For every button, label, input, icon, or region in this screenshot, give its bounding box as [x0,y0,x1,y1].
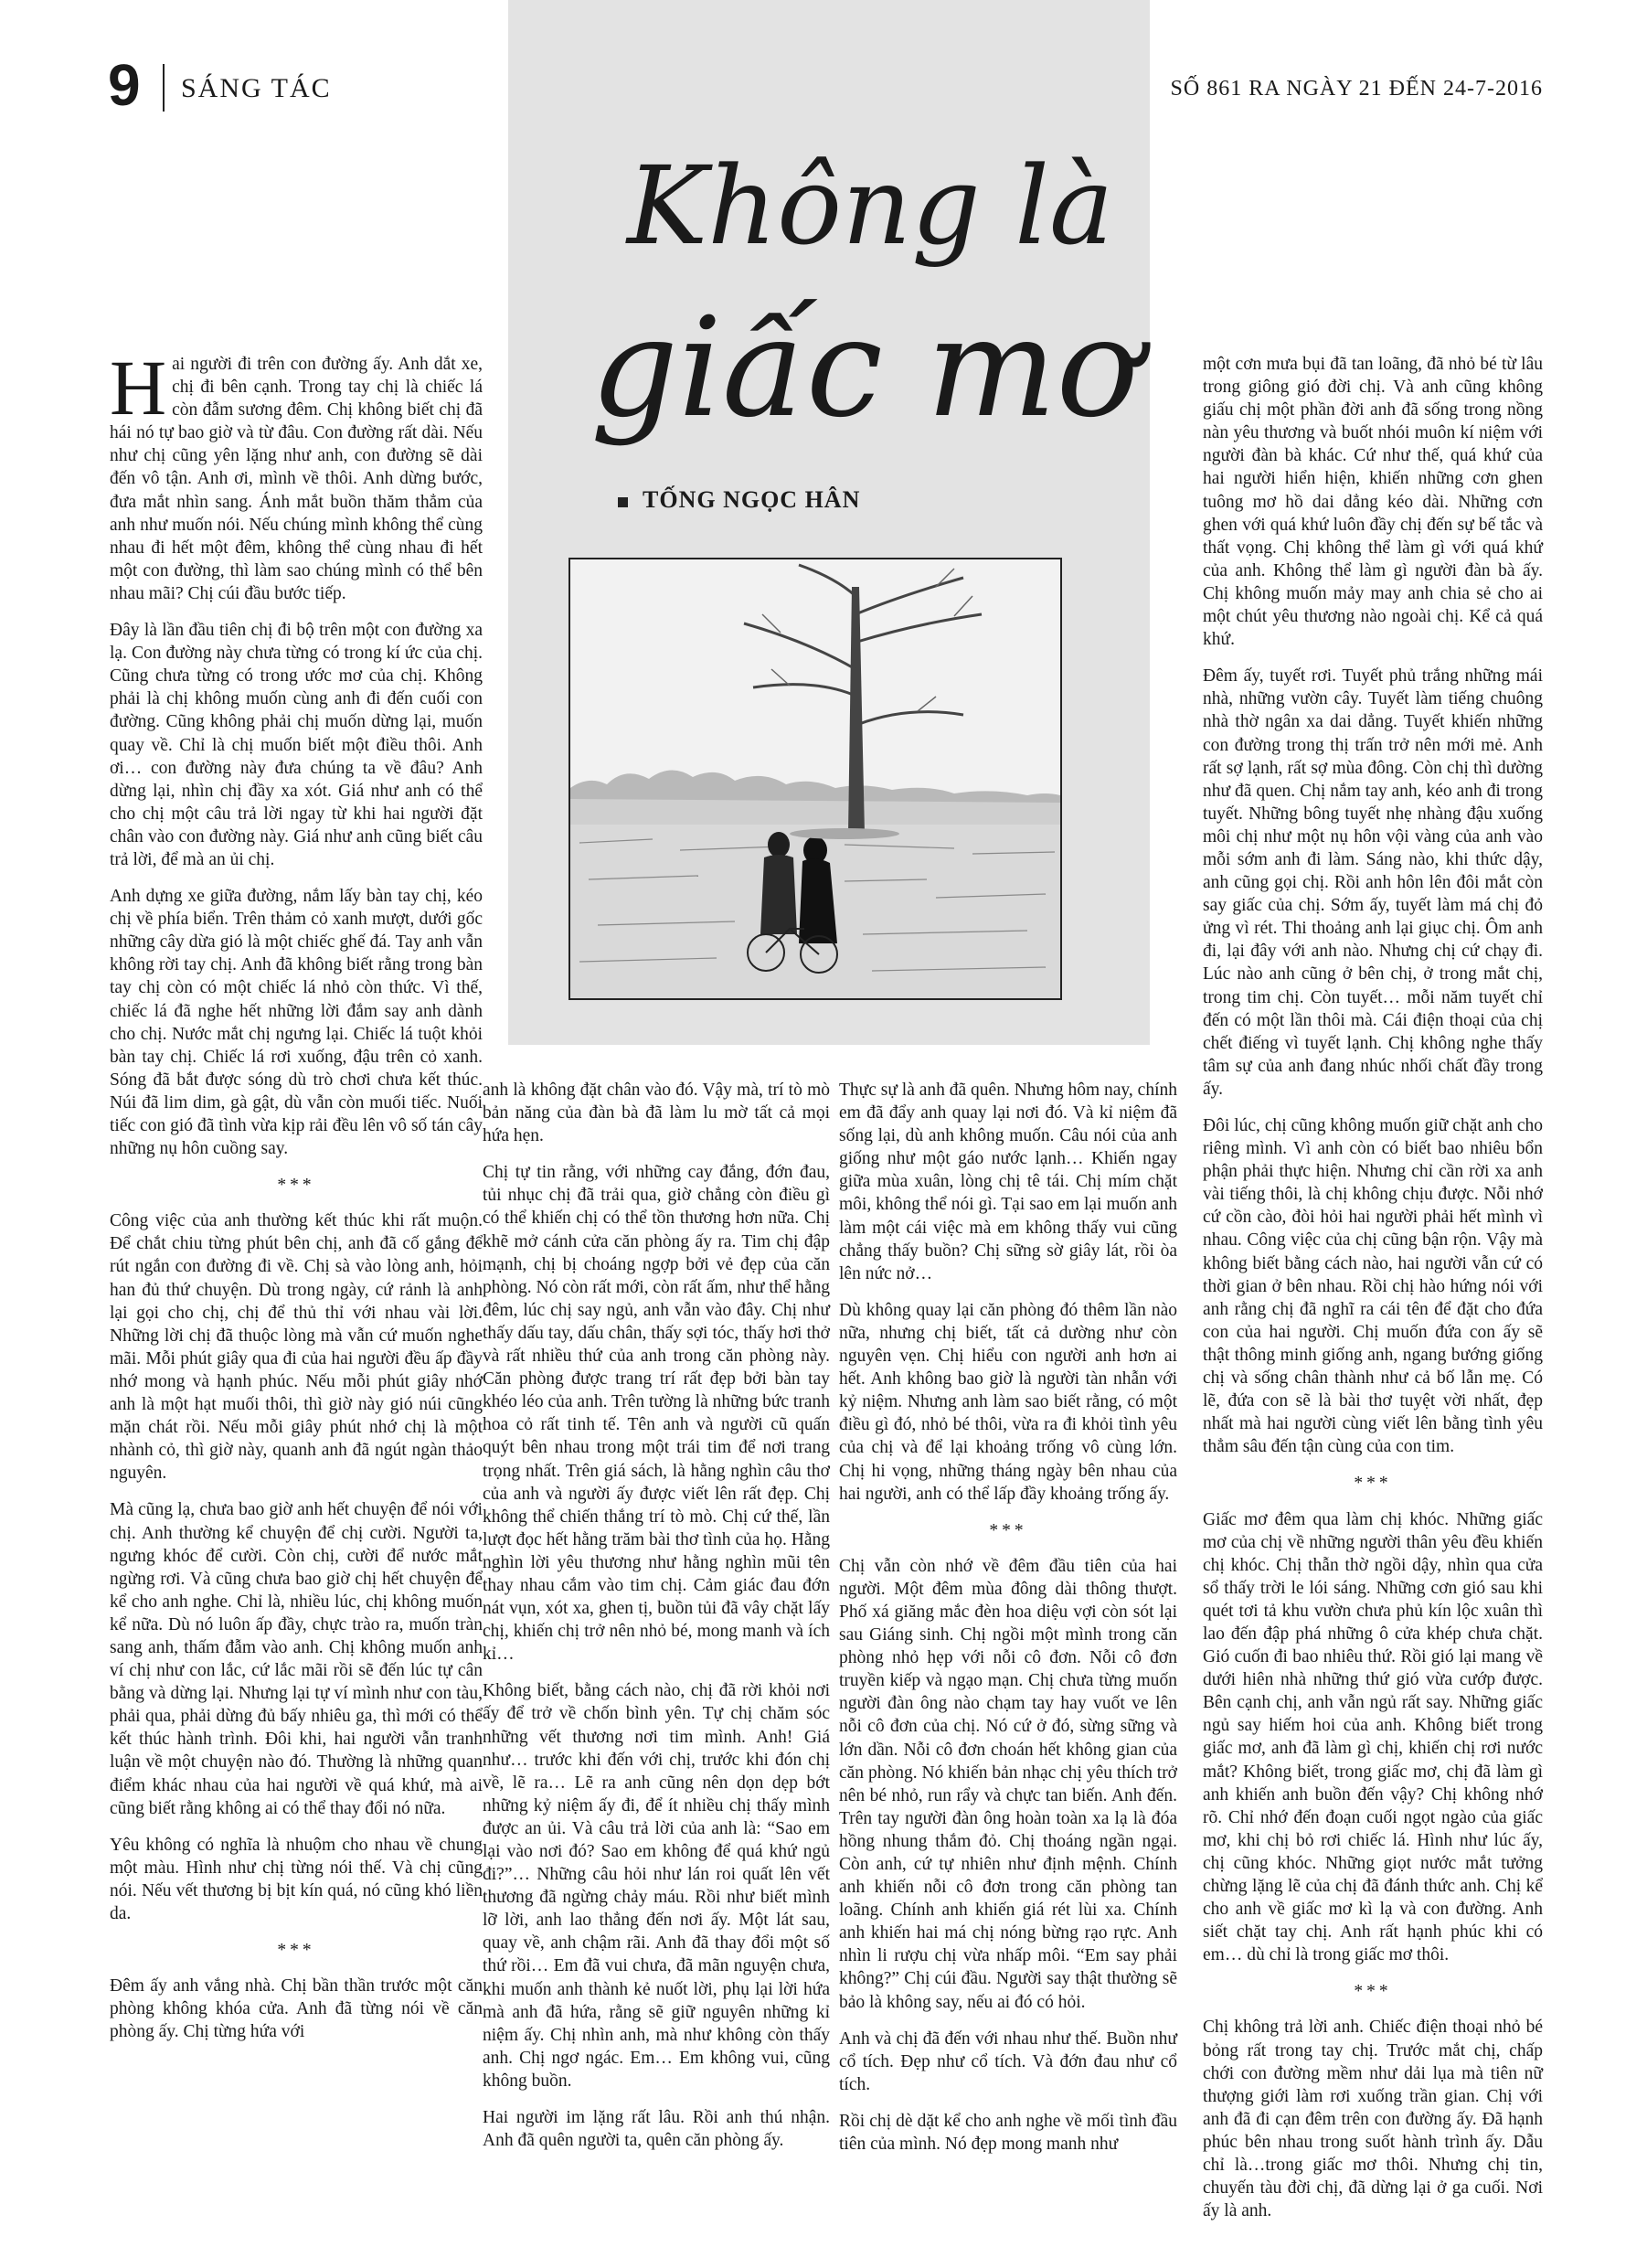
article-paragraph: Chị không trả lời anh. Chiếc điện thoại nhỏ bé bỏng rất trong tay chị. Trước mắt chị, chấp chới con đường mềm như dải lụa mà tiên nữ thượng giới làm rơi xuống trần gian. Chị với anh đã đi cạn đêm trên con đường ấy. Đã hạnh phúc bên nhau trong suốt hành trình ấy. Dẫu chỉ là…trong giấc mơ thôi. Nhưng chị tin, chuyến tàu đời chị, đã dừng lại ở ga cuối. Nơi ấy là anh. [1203,2018,1543,2221]
article-paragraph: Hai người im lặng rất lâu. Rồi anh thú nhận. Anh đã quên người ta, quên căn phòng ấy. [483,2108,830,2151]
article-paragraph: Chị tự tin rằng, với những cay đắng, đớn đau, tủi nhục chị đã trải qua, giờ chẳng còn điều gì có thể khiến chị có thể tồn thương hơn nữa. Chị khẽ mở cánh cửa căn phòng ấy ra. Tim chị đập mạnh, chị bị choáng ngợp bởi vẻ đẹp của căn phòng. Nó còn rất mới, còn rất ấm, như thể hằng đêm, lúc chị say ngủ, anh vẫn vào đây. Chị như thấy dấu tay, dấu chân, thấy sợi tóc, thấy hơi thở và rất nhiều thứ của anh trong căn phòng này. Căn phòng được trang trí rất đẹp bởi bàn tay khéo léo của anh. Trên tường là những bức tranh hoa cỏ rất tinh tế. Tên anh và người cũ quấn quýt bên nhau trong một trái tim để nơi trang trọng nhất. Trên giá sách, là hằng nghìn câu thơ của anh và người ấy được viết lên rất đẹp. Chị không thể chiến thắng trí tò mò. Chị cứ thế, lần lượt đọc hết hằng trăm bài thơ tình của họ. Hằng nghìn lời yêu thương như hằng nghìn mũi tên thay nhau cắm vào tim chị. Cảm giác đau đớn nát vụn, xót xa, ghen tị, buồn tủi đã vây chặt lấy chị, khiến chị trở nên nhỏ bé, mong manh và ích kỉ… [483,1163,830,1665]
section-name: SÁNG TÁC [181,73,332,103]
author-name: TỐNG NGỌC HÂN [643,486,861,513]
page-number: 9 [108,52,141,118]
section-separator: *** [1354,1982,1392,2002]
article-paragraph: Đêm ấy anh vắng nhà. Chị bần thần trước một căn phòng không khóa cửa. Anh đã từng nói về căn phòng ấy. Chị từng hứa với [110,1976,483,2042]
couple-under-tree-illustration [570,559,1060,998]
article-paragraph: Đêm ấy, tuyết rơi. Tuyết phủ trắng những mái nhà, những vườn cây. Tuyết làm tiếng chuông nhà thờ ngân xa dai dẳng. Tuyết khiến những con đường trong thị trấn trở nên mới mẻ. Anh rất sợ lạnh, rất sợ mùa đông. Còn chị thì dường như đã quen. Chị nắm tay anh, kéo anh đi trong tuyết. Những bông tuyết nhẹ nhàng đậu xuống môi chị như một nụ hôn vội vàng của anh vào mỗi sớm anh đi làm. Sáng nào, khi thức dậy, anh cũng gọi chị. Rồi anh hôn lên đôi mắt còn say giấc của chị. Sớm ấy, tuyết làm má chị đỏ ửng vì rét. Thi thoảng anh lại giục chị. Ôm anh đi, lại đây với anh nào. Nhưng chị cứ chạy đi. Lúc nào anh cũng ở bên chị, ở trong mắt chị, trong tim chị. Còn tuyết… mỗi năm tuyết chỉ đến có một lần thôi mà. Cái điện thoại của chị chết điếng vì tuyết lạnh. Chị không nghe thấy tâm sự của anh đang nhúc nhối chất đầy trong ấy. [1203,666,1543,1099]
article-paragraph: anh là không đặt chân vào đó. Vậy mà, trí tò mò bản năng của đàn bà đã làm lu mờ tất cả mọi hứa hẹn. [483,1081,830,1146]
article-paragraph: Anh và chị đã đến với nhau như thế. Buồn như cổ tích. Đẹp như cổ tích. Và đớn đau như cổ tích. [839,2028,1177,2094]
author-byline [618,486,860,514]
drop-cap: H [110,344,167,431]
illustration [568,558,1062,1000]
article-paragraph: Mà cũng lạ, chưa bao giờ anh hết chuyện để nói với chị. Anh thường kể chuyện để chị cười. Người ta, ngưng khóc để cười. Còn chị, cười để nước mắt ngừng rơi. Và cũng chưa bao giờ chị hết chuyện để kể cho anh nghe. Chỉ là, nhiều lúc, chị không muốn kể nữa. Dù nó luôn ấp đầy, chực trào ra, muốn tràn sang anh, thấm đẫm vào anh. Chị không muốn anh ví chị như con lắc, cứ lắc mãi rồi sẽ đến lúc tự cân bằng và dừng lại. Nhưng lại tự ví mình như con tàu, phải qua, phải dừng đủ bấy nhiêu ga, thì mới có thể kết thúc hành trình. Đôi khi, hai người vẫn tranh luận về một chuyện nào đó. Thường là những quan điểm khác nhau của hai người về quá khứ, mà ai cũng biết rằng không ai có thể thay đổi nó nữa. [110,1500,483,1818]
article-column-4 [1203,353,1543,2236]
article-paragraph: Dù không quay lại căn phòng đó thêm lần nào nữa, nhưng chị biết, tất cả dường như còn nguyên vẹn. Chị hiểu con người anh hơn ai hết. Anh không bao giờ là người tàn nhẫn với kỷ niệm. Nhưng anh làm sao biết rằng, có một điều gì đó, nhỏ bé thôi, vừa ra đi khỏi tình yêu của chị và để lại khoảng trống vô cùng lớn. Chị hi vọng, những tháng ngày bên nhau của hai người, anh có thể lấp đầy khoảng trống ấy. [839,1300,1177,1504]
title-line-1: Không là [627,143,1114,269]
article-paragraph: Chị vẫn còn nhớ về đêm đầu tiên của hai người. Một đêm mùa đông dài thông thượt. Phố xá giăng mắc đèn hoa diệu vợi còn sót lại sau Giáng sinh. Chị ngồi một mình trong căn phòng nhỏ hẹp với nỗi cô đơn. Nỗi cô đơn truyền kiếp và ngạo mạn. Chị chưa từng muốn người đàn ông nào chạm tay hay vuốt ve lên nỗi cô đơn của chị. Nó cứ ở đó, sừng sững và lớn dần. Nỗi cô đơn choán hết không gian của căn phòng. Nó khiến bản nhạc chị yêu thích trở nên bé nhỏ, run rẩy và chực tan biến. Anh đến. Trên tay người đàn ông hoàn toàn xa lạ là đóa hồng nhung thắm đỏ. Chị thoáng ngần ngại. Còn anh, cứ tự nhiên như định mệnh. Chính anh khiến nỗi cô đơn trong căn phòng tan loãng. Chính anh khiến giá rét lùi xa. Chính anh khiến hai má chị nóng bừng rạo rực. Anh nhìn li rượu chị vừa nhấp môi. “Em say phải không?” Chị cúi đầu. Người say thật thường sẽ bảo là không say, nếu ai đó có hỏi. [839,1556,1177,2012]
article-paragraph: Anh dựng xe giữa đường, nắm lấy bàn tay chị, kéo chị về phía biển. Trên thảm cỏ xanh mượt, dưới gốc những cây dừa gió là một chiếc ghế đá. Tay anh vẫn không rời tay chị. Anh đã không biết rằng trong bàn tay chị còn có một chiếc lá nhỏ còn thức. Vì thế, chiếc lá đã nghe hết những lời đắm say anh dành cho chị. Nước mắt chị ngưng lại. Chiếc lá tuột khỏi bàn tay chị. Chiếc lá rơi xuống, đậu trên cỏ xanh. Sóng đã bắt được sóng dù trò chơi chưa kết thúc. Núi đã lim dim, gà gật, dù vẫn còn muối tiếc. Nuối tiếc con gió đã tình vừa kịp rải đều lên vô số tán cây những nụ hôn cuồng say. [110,887,483,1159]
article-paragraph: Đôi lúc, chị cũng không muốn giữ chặt anh cho riêng mình. Vì anh còn có biết bao nhiêu bổn phận phải thực hiện. Nhưng chỉ cần rời xa anh vài tiếng thôi, là chị không chịu được. Nỗi nhớ cứ cồn cào, đòi hỏi hai người phải hết mình vì nhau. Công việc của chị cũng bận rộn. Vậy mà không biết bằng cách nào, hai người vẫn cứ có thời gian ở bên nhau. Rồi chị hào hứng nói với anh rằng chị đã nghĩ ra cái tên để đặt cho đứa con của hai người. Chị muốn đứa con ấy sẽ thật thông minh giống anh, ngang bướng giống chị và sống chân thành như cả bố lẫn mẹ. Có lẽ, đứa con sẽ là bài thơ tuyệt vời nhất, đẹp nhất mà hai người cùng viết lên bằng tình yêu thẳm sâu đến tận cùng của con tim. [1203,1116,1543,1457]
article-column-1 [110,344,483,2057]
section-separator: *** [989,1520,1027,1540]
article-paragraph: Rồi chị dè dặt kể cho anh nghe về mối tình đầu tiên của mình. Nó đẹp mong manh như [839,2111,1177,2155]
header-divider [163,64,165,112]
article-column-3 [839,1079,1177,2169]
article-paragraph: Công việc của anh thường kết thúc khi rất muộn. Để chắt chiu từng phút bên chị, anh đã cố gắng để rút ngắn con đường đi về. Chị sà vào lòng anh, hỏi han đủ thứ chuyện. Dù trong ngày, cứ rảnh là anh lại gọi cho chị, chị để thủ thỉ với nhau vài lời. Những lời chị đã thuộc lòng mà vẫn cứ muốn nghe mãi. Mỗi phút giây qua đi của hai người đều ấp đầy nhớ mong và hạnh phúc. Nếu mỗi phút giây nhớ anh là một hạt muối thôi, thì giờ này gió núi cũng mặn chát rồi. Nếu mỗi giây phút nhớ chị là một nhành cỏ, thì giờ này, quanh anh đã ngút ngàn thảo nguyên. [110,1211,483,1484]
section-separator: *** [277,1176,315,1196]
article-paragraph: một cơn mưa bụi đã tan loãng, đã nhỏ bé từ lâu trong giông gió đời chị. Và anh cũng không giấu chị một phần đời anh đã sống trong nồng nàn yêu thương và buốt nhói muôn kí niệm với người đàn bà khác. Cứ như thế, quá khứ của hai người hiển hiện, khiến những cơn ghen tuông mơ hồ dai dẳng kéo dài. Những cơn ghen với quá khứ luôn đầy chị đến sự bế tắc và thất vọng. Chị không thể làm gì với quá khứ của anh. Không thể làm gì người đàn bà ấy. Chị không muốn mảy may anh chia sẻ cho ai một chút yêu thương nào ngoài chị. Kể cả quá khứ. [1203,355,1543,650]
article-column-2 [483,1079,830,2166]
square-bullet-icon [618,497,628,507]
article-paragraph: Thực sự là anh đã quên. Nhưng hôm nay, chính em đã đẩy anh quay lại nơi đó. Và kỉ niệm đã sống lại, dù anh không muốn. Câu nói của anh giống như một gáo nước lạnh… Khiến ngay giữa mùa xuân, lòng chị tê tái. Chị mím chặt môi, không thể nói gì. Tại sao em lại muốn anh làm một cái việc mà em không thấy vui cũng chẳng thấy buồn? Chị sững sờ giây lát, rồi òa lên nức nở… [839,1081,1177,1283]
section-separator: *** [1354,1474,1392,1494]
article-paragraph: Không biết, bằng cách nào, chị đã rời khỏi nơi ấy để trở về chốn bình yên. Tự chị chăm sóc những vết thương nơi tim mình. Anh! Giá như… trước khi đến với chị, trước khi đón chị về, lẽ ra… Lẽ ra anh cũng nên dọn dẹp bớt những kỷ niệm ấy đi, để ít nhiều chị thấy mình được an ủi. Và câu trả lời của anh là: “Sao em lại vào nơi đó? Sao em không để quá khứ ngủ đi?”… Những câu hỏi như lán roi quất lên vết thương đã ngừng chảy máu. Rồi như biết mình lỡ lời, anh lao thẳng đến nơi ấy. Một lát sau, quay về, anh chậm rãi. Anh đã thay đổi một số thứ rồi… Em đã vui chưa, đã mãn nguyện chưa, khi muốn anh thành kẻ nuốt lời, phụ lại lời hứa mà anh đã hứa, rằng sẽ giữ nguyên những kỉ niệm ấy. Chị nhìn anh, mà như không còn thấy anh. Chị ngơ ngác. Em… Em không vui, cũng không buồn. [483,1681,830,2091]
article-paragraph: Đây là lần đầu tiên chị đi bộ trên một con đường xa lạ. Con đường này chưa từng có trong kí ức của chị. Cũng chưa từng có trong ước mơ của chị. Không phải là chị không muốn cùng anh đi đến cuối con đường. Cũng không phải chị muốn dừng lại, muốn quay về. Chỉ là chị muốn biết một điều thôi. Anh ơi… con đường này đưa chúng ta về đâu? Anh dừng lại, nhìn chị đầy xa xót. Giá như anh có thể cho chị một câu trả lời ngay từ khi hai người đặt chân vào con đường này. Giá như anh cũng biết câu trả lời, để mà an ủi chị. [110,621,483,869]
article-paragraph: Hai người đi trên con đường ấy. Anh dắt xe, chị đi bên cạnh. Trong tay chị là chiếc lá còn đẫm sương đêm. Chị không biết chị đã hái nó tự bao giờ và từ đâu. Con đường rất dài. Nếu như chị cũng yên lặng như anh, con đường sẽ dài đến vô tận. Anh ơi, mình về thôi. Anh dừng bước, đưa mắt nhìn sang. Ánh mắt buồn thăm thẳm của anh như muốn nói. Nếu chúng mình không thể cùng nhau đi hết một đêm, không thể cùng nhau đi hết một con đường, thì làm sao chúng mình có thể bên nhau mãi? Chị cúi đầu bước tiếp. [110,344,483,603]
title-panel [508,0,1150,1045]
title-line-2: giấc mơ [590,289,1140,448]
section-separator: *** [277,1941,315,1961]
issue-info: SỐ 861 RA NGÀY 21 ĐẾN 24-7-2016 [1170,77,1543,101]
article-paragraph: Yêu không có nghĩa là nhuộm cho nhau về chung một màu. Hình như chị từng nói thế. Và chị cũng nói. Nếu vết thương bị bịt kín quá, nó cũng khó liền da. [110,1835,483,1923]
article-paragraph: Giấc mơ đêm qua làm chị khóc. Những giấc mơ của chị về những người thân yêu đều khiến chị khóc. Chị thẫn thờ ngồi dậy, nhìn qua cửa sổ thấy trời le lói sáng. Những cơn gió sau khi quét tơi tả khu vườn chưa phủ kín lộc xuân thì lao đến đập phá những ô cửa khép chưa chặt. Gió cuốn đi bao nhiêu thứ. Rồi gió lại mang về dưới hiên nhà những thứ gió vừa cướp được. Bên cạnh chị, anh vẫn ngủ rất say. Những giấc ngủ say hiếm hoi của anh. Không biết trong giấc mơ, anh đã làm gì chị, khiến chị rơi nước mắt? Không biết, trong giấc mơ, chị đã làm gì anh khiến anh buồn đến vậy? Chị không nhớ rõ. Chỉ nhớ đến đoạn cuối ngọt ngào của giấc mơ, khi chị bỏ rơi chiếc lá. Hình như lúc ấy, chị cũng khóc. Những giọt nước mắt tưởng chừng lặng lẽ của chị đã đánh thức anh. Chị kể cho anh về giấc mơ kì lạ và con đường. Anh siết chặt tay chị. Anh rất hạnh phúc khi có em… dù chỉ là trong giấc mơ thôi. [1203,1509,1543,1965]
